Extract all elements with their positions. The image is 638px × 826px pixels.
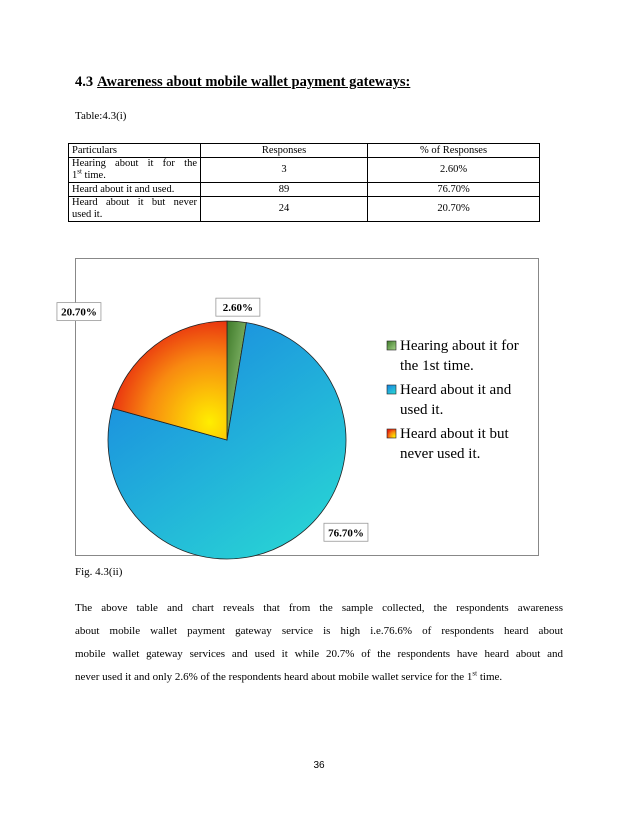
legend-swatch <box>387 341 396 350</box>
row-percent: 76.70% <box>368 183 540 197</box>
table-row <box>69 158 540 183</box>
header-responses: Responses <box>201 144 368 158</box>
header-percent: % of Responses <box>368 144 540 158</box>
table-caption: Table:4.3(i) <box>75 110 127 122</box>
row-particular: Heard about it but never used it. <box>69 197 201 222</box>
legend-label: used it. <box>400 402 444 418</box>
pie-data-label <box>216 298 260 316</box>
legend-swatch <box>387 385 396 394</box>
pie-data-label <box>57 303 101 321</box>
table-header-row <box>69 144 540 158</box>
figure-caption: Fig. 4.3(ii) <box>75 566 123 578</box>
row-responses: 24 <box>201 197 368 222</box>
page-number: 36 <box>313 760 325 771</box>
paragraph-line: never used it and only 2.6% of the respondents heard about mobile wallet service for the 1st time. <box>75 669 503 683</box>
section-title: Awareness about mobile wallet payment gateways: <box>97 74 411 90</box>
pie-chart-svg <box>61 258 539 556</box>
legend-label: Heard about it and <box>400 382 512 398</box>
legend-label: Hearing about it for <box>400 338 519 354</box>
section-heading <box>75 74 410 91</box>
legend-label: the 1st time. <box>400 358 474 374</box>
svg-text:20.70%: 20.70% <box>61 306 97 319</box>
responses-table <box>68 143 540 222</box>
summary-paragraph <box>75 597 563 689</box>
table-row <box>69 197 540 222</box>
header-particulars: Particulars <box>69 144 201 158</box>
row-percent: 2.60% <box>368 158 540 183</box>
row-responses: 89 <box>201 183 368 197</box>
paragraph-line: mobile wallet gateway services and used it while 20.7% of the respondents have heard about and <box>75 648 563 660</box>
svg-text:2.60%: 2.60% <box>222 302 253 315</box>
svg-text:76.70%: 76.70% <box>328 527 364 540</box>
row-responses: 3 <box>201 158 368 183</box>
row-particular: Hearing about it for the 1st time. <box>69 158 201 183</box>
section-number: 4.3 <box>75 74 94 90</box>
pie-data-label <box>324 523 368 541</box>
legend-label: never used it. <box>400 446 481 462</box>
paragraph-line: about mobile wallet payment gateway service is high i.e.76.6% of respondents heard about <box>75 625 563 637</box>
legend-swatch <box>387 429 396 438</box>
paragraph-line: The above table and chart reveals that from the sample collected, the respondents awareness <box>75 602 563 614</box>
table-row <box>69 183 540 197</box>
legend-label: Heard about it but <box>400 426 509 442</box>
row-percent: 20.70% <box>368 197 540 222</box>
row-particular: Heard about it and used. <box>69 183 201 197</box>
pie-chart <box>61 258 539 556</box>
